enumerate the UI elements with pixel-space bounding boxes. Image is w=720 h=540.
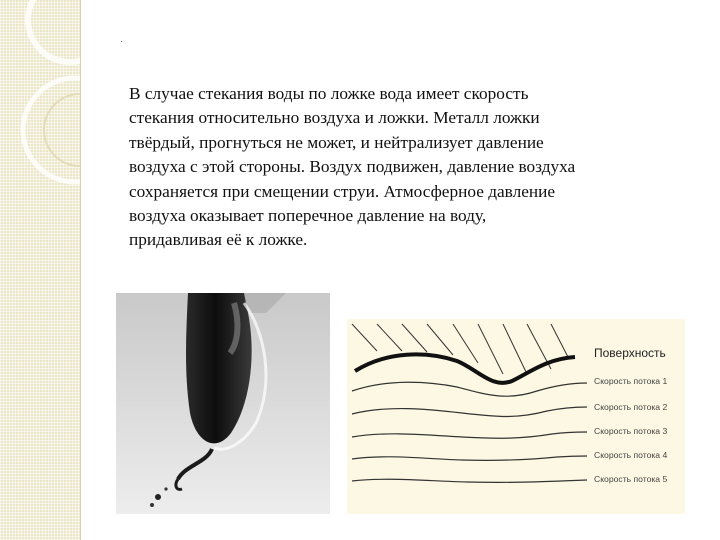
surface-line <box>355 354 575 382</box>
decorative-circles <box>0 0 80 540</box>
flow-diagram <box>347 319 685 514</box>
flow-label-5: Скорость потока 5 <box>594 474 668 484</box>
flow-label-2: Скорость потока 2 <box>594 402 668 412</box>
band-divider <box>80 0 81 540</box>
slide-marker: ˙ <box>120 40 124 51</box>
slide-paragraph: В случае стекания воды по ложке вода имеет скорость стекания относительно воздуха и ложки. Металл ложки твёрдый, прогнуться не может, и нейтрализует давление воздуха с этой стороны. Воздух подвижен, давление воздуха сохраняется при смещении струи. Атмосферное давление воздуха оказывает поперечное давление на воду, придавливая её к ложке. <box>129 84 576 250</box>
decorative-side-band <box>0 0 80 540</box>
flow-label-3: Скорость потока 3 <box>594 426 668 436</box>
surface-label: Поверхность <box>594 346 666 360</box>
flow-label-1: Скорость потока 1 <box>594 376 668 386</box>
flow-label-4: Скорость потока 4 <box>594 450 668 460</box>
flow-lines <box>352 382 587 482</box>
spoon-water-photo <box>116 293 330 514</box>
